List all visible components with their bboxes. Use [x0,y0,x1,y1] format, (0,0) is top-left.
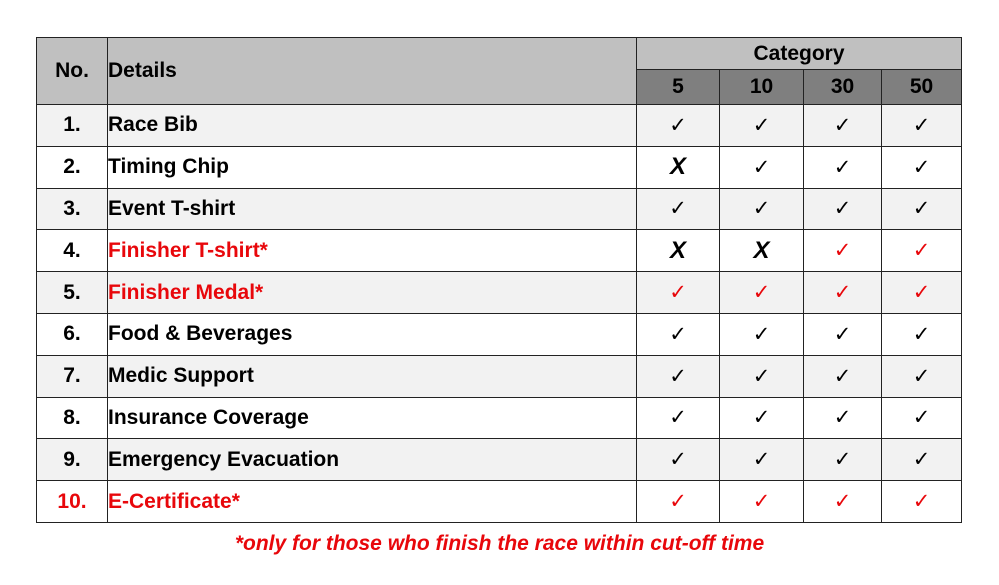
check-mark: ✓ [804,230,882,272]
check-mark: ✓ [804,481,882,523]
row-detail: Emergency Evacuation [108,439,637,481]
check-mark: ✓ [720,439,804,481]
row-number: 10. [37,481,108,523]
check-mark: ✓ [804,272,882,314]
row-number: 4. [37,230,108,272]
row-detail: Medic Support [108,355,637,397]
table-row [37,313,962,355]
check-mark: ✓ [720,272,804,314]
row-number: 5. [37,272,108,314]
check-mark: ✓ [804,188,882,230]
check-mark: ✓ [720,105,804,147]
row-detail: Timing Chip [108,146,637,188]
check-mark: ✓ [720,188,804,230]
row-detail: Insurance Coverage [108,397,637,439]
check-mark: ✓ [637,272,720,314]
category-50: 50 [882,70,962,105]
cross-mark: X [637,230,720,272]
category-5: 5 [637,70,720,105]
table-row [37,230,962,272]
cross-mark: X [720,230,804,272]
row-detail: Food & Beverages [108,313,637,355]
check-mark: ✓ [882,272,962,314]
cross-mark: X [637,146,720,188]
check-mark: ✓ [882,146,962,188]
check-mark: ✓ [637,105,720,147]
table-row [37,272,962,314]
check-mark: ✓ [804,146,882,188]
row-number: 7. [37,355,108,397]
category-10: 10 [720,70,804,105]
check-mark: ✓ [882,313,962,355]
table-row [37,481,962,523]
check-mark: ✓ [720,397,804,439]
header-no: No. [37,38,108,105]
row-number: 8. [37,397,108,439]
row-detail: Race Bib [108,105,637,147]
table-row [37,188,962,230]
check-mark: ✓ [804,355,882,397]
check-mark: ✓ [882,481,962,523]
check-mark: ✓ [804,397,882,439]
footnote: *only for those who finish the race within cut-off time [234,532,765,555]
check-mark: ✓ [720,146,804,188]
table-row [37,439,962,481]
check-mark: ✓ [637,188,720,230]
header-category: Category [637,38,962,70]
header-details: Details [108,38,637,105]
check-mark: ✓ [804,439,882,481]
check-mark: ✓ [882,105,962,147]
row-detail: E-Certificate* [108,481,637,523]
check-mark: ✓ [882,230,962,272]
table-row [37,355,962,397]
check-mark: ✓ [882,439,962,481]
check-mark: ✓ [804,313,882,355]
row-number: 9. [37,439,108,481]
row-number: 3. [37,188,108,230]
check-mark: ✓ [882,355,962,397]
row-number: 1. [37,105,108,147]
row-detail: Finisher Medal* [108,272,637,314]
check-mark: ✓ [637,439,720,481]
table-row [37,146,962,188]
row-number: 6. [37,313,108,355]
check-mark: ✓ [720,481,804,523]
row-detail: Event T-shirt [108,188,637,230]
table-row [37,105,962,147]
table-row [37,397,962,439]
race-kit-table [36,37,962,523]
check-mark: ✓ [882,188,962,230]
check-mark: ✓ [637,355,720,397]
table-body [37,105,962,523]
check-mark: ✓ [637,397,720,439]
check-mark: ✓ [637,481,720,523]
check-mark: ✓ [637,313,720,355]
check-mark: ✓ [720,313,804,355]
category-30: 30 [804,70,882,105]
row-number: 2. [37,146,108,188]
row-detail: Finisher T-shirt* [108,230,637,272]
check-mark: ✓ [882,397,962,439]
check-mark: ✓ [804,105,882,147]
check-mark: ✓ [720,355,804,397]
